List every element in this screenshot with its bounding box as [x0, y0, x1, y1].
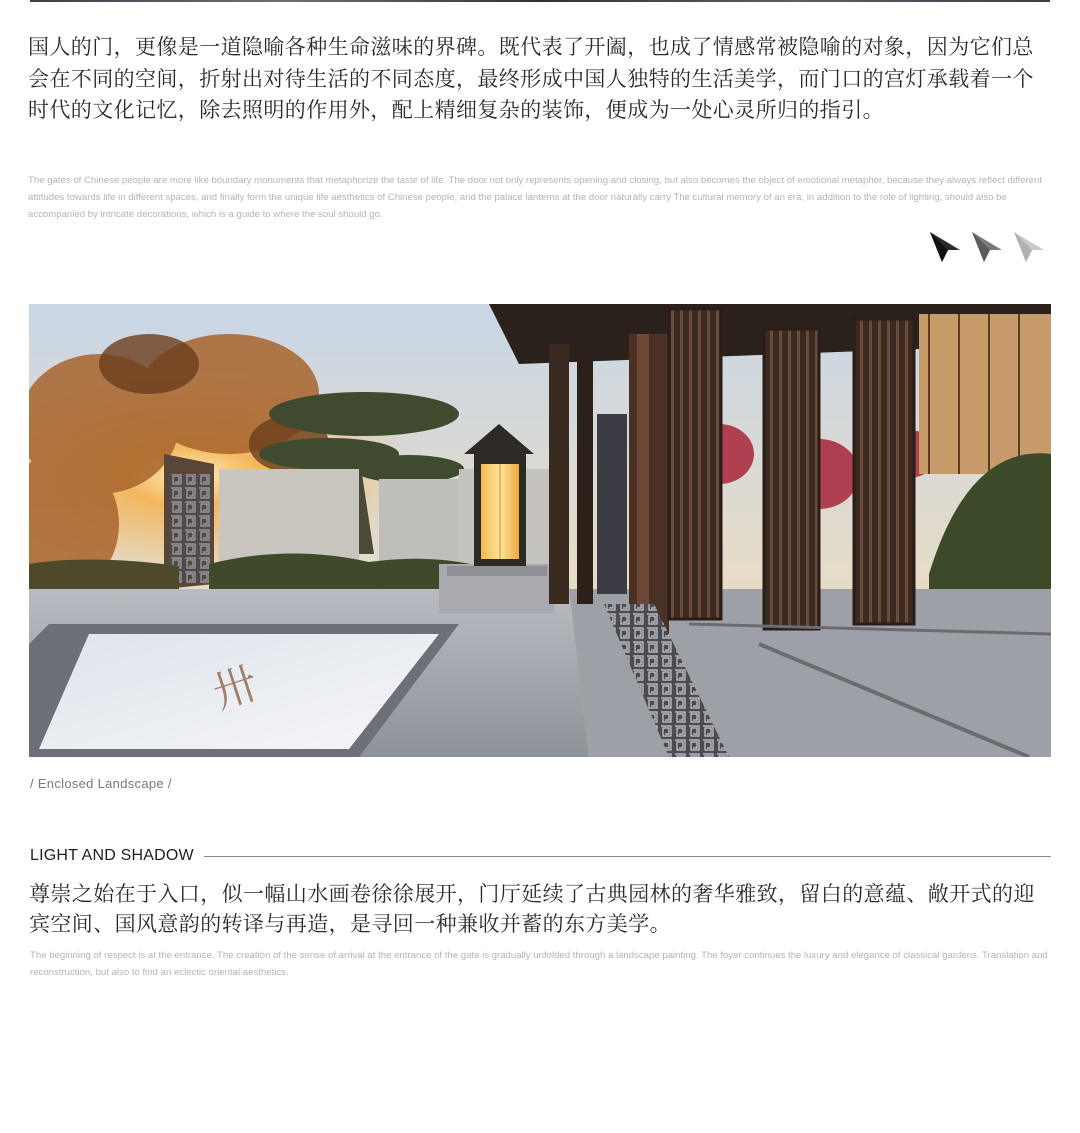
intro-chinese-paragraph: 国人的门，更像是一道隐喻各种生命滋味的界碑。既代表了开阖，也成了情感常被隐喻的对象，因为它们总会在不同的空间，折射出对待生活的不同态度，最终形成中国人独特的生活美学，而门口的宫灯承载着一个时代的文化记忆，除去照明的作用外，配上精细复杂的装饰，便成为一处心灵所归的指引。	[28, 35, 1034, 122]
section-divider	[204, 856, 1051, 857]
svg-text:卅: 卅	[206, 657, 265, 720]
top-photo-edge	[30, 0, 1050, 2]
section-english-paragraph: The beginning of respect is at the entrance. The creation of the sense of arrival at the entrance of the gate is gradually unfolded through a landscape painting. The foyer continues the luxury and elegance of classical gardens. Translation and reconstruction, but also to find an eclectic oriental aesthetics.	[30, 950, 1048, 978]
paper-plane-icon	[1012, 228, 1046, 264]
section-title: LIGHT AND SHADOW	[30, 847, 194, 864]
entrance-landscape-photo	[29, 304, 1051, 757]
paper-plane-decoration	[928, 228, 1052, 268]
section-heading	[30, 845, 1051, 867]
section-chinese-paragraph: 尊崇之始在于入口，似一幅山水画卷徐徐展开，门厅延续了古典园林的奢华雅致，留白的意蕴、敞开式的迎宾空间、国风意韵的转译与再造，是寻回一种兼收并蓄的东方美学。	[29, 882, 1035, 936]
paper-plane-icon	[928, 228, 962, 264]
paper-plane-icon	[970, 228, 1004, 264]
intro-english-paragraph: The gates of Chinese people are more like boundary monuments that metaphorize the taste of life. The door not only represents opening and closing, but also becomes the object of emotional metaphor, because they always reflect different attitudes towards life in different spaces, and finally form the unique life aesthetics of Chinese people, and the palace lanterns at the door naturally carry The cultural memory of an era, in addition to the role of lighting, should also be accompanied by intricate decorations, which is a guide to where the soul should go.	[28, 175, 1042, 220]
photo-caption: / Enclosed Landscape /	[30, 776, 172, 791]
